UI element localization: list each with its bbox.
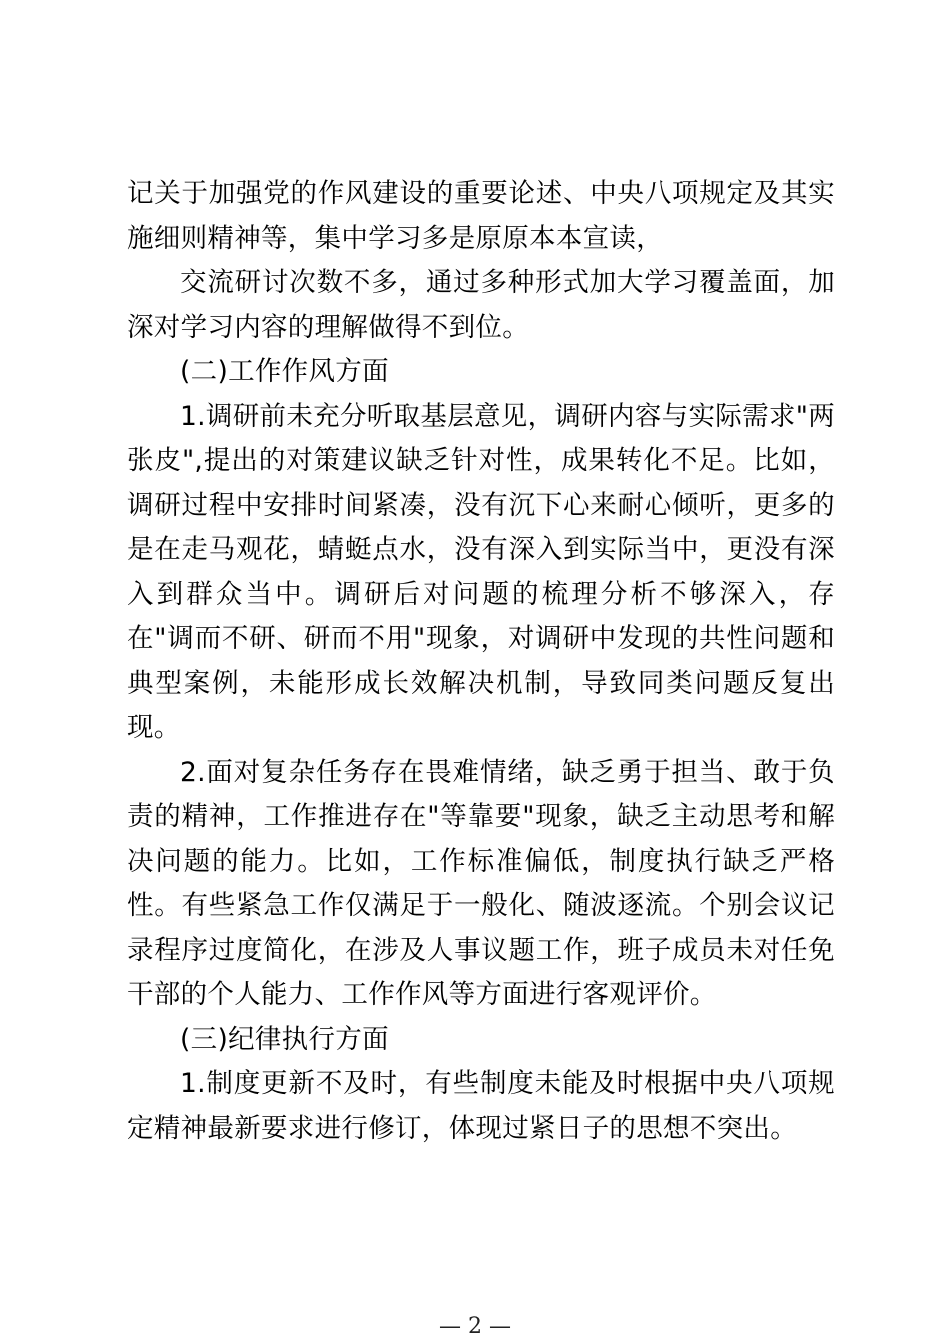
paragraph-7: 1.制度更新不及时，有些制度未能及时根据中央八项规定精神最新要求进行修订，体现过紧日子的思想不突出。 (127, 1068, 835, 1144)
paragraph-4: 1.调研前未充分听取基层意见，调研内容与实际需求"两张皮",提出的对策建议缺乏针对性，成果转化不足。比如，调研过程中安排时间紧凑，没有沉下心来耐心倾听，更多的是在走马观花，蜻蜓点水，没有深入到实际当中，更没有深入到群众当中。调研后对问题的梳理分析不够深入，存在"调而不研、研而不用"现象，对调研中发现的共性问题和典型案例，未能形成长效解决机制，导致同类问题反复出现。 (127, 400, 835, 743)
section-heading-discipline: (三)纪律执行方面 (180, 1023, 389, 1055)
document-body (127, 172, 835, 1151)
paragraph-1: 记关于加强党的作风建设的重要论述、中央八项规定及其实施细则精神等，集中学习多是原原本本宣读， (127, 178, 835, 254)
section-heading-work-style: (二)工作作风方面 (180, 356, 389, 387)
paragraph-2: 交流研讨次数不多，通过多种形式加大学习覆盖面，加深对学习内容的理解做得不到位。 (127, 267, 835, 343)
page-number: — 2 — (439, 1314, 511, 1339)
paragraph-5: 2.面对复杂任务存在畏难情绪，缺乏勇于担当、敢于负责的精神，工作推进存在"等靠要"现象，缺乏主动思考和解决问题的能力。比如，工作标准偏低，制度执行缺乏严格性。有些紧急工作仅满足于一般化、随波逐流。个别会议记录程序过度简化，在涉及人事议题工作，班子成员未对任免干部的个人能力、工作作风等方面进行客观评价。 (127, 756, 835, 1010)
